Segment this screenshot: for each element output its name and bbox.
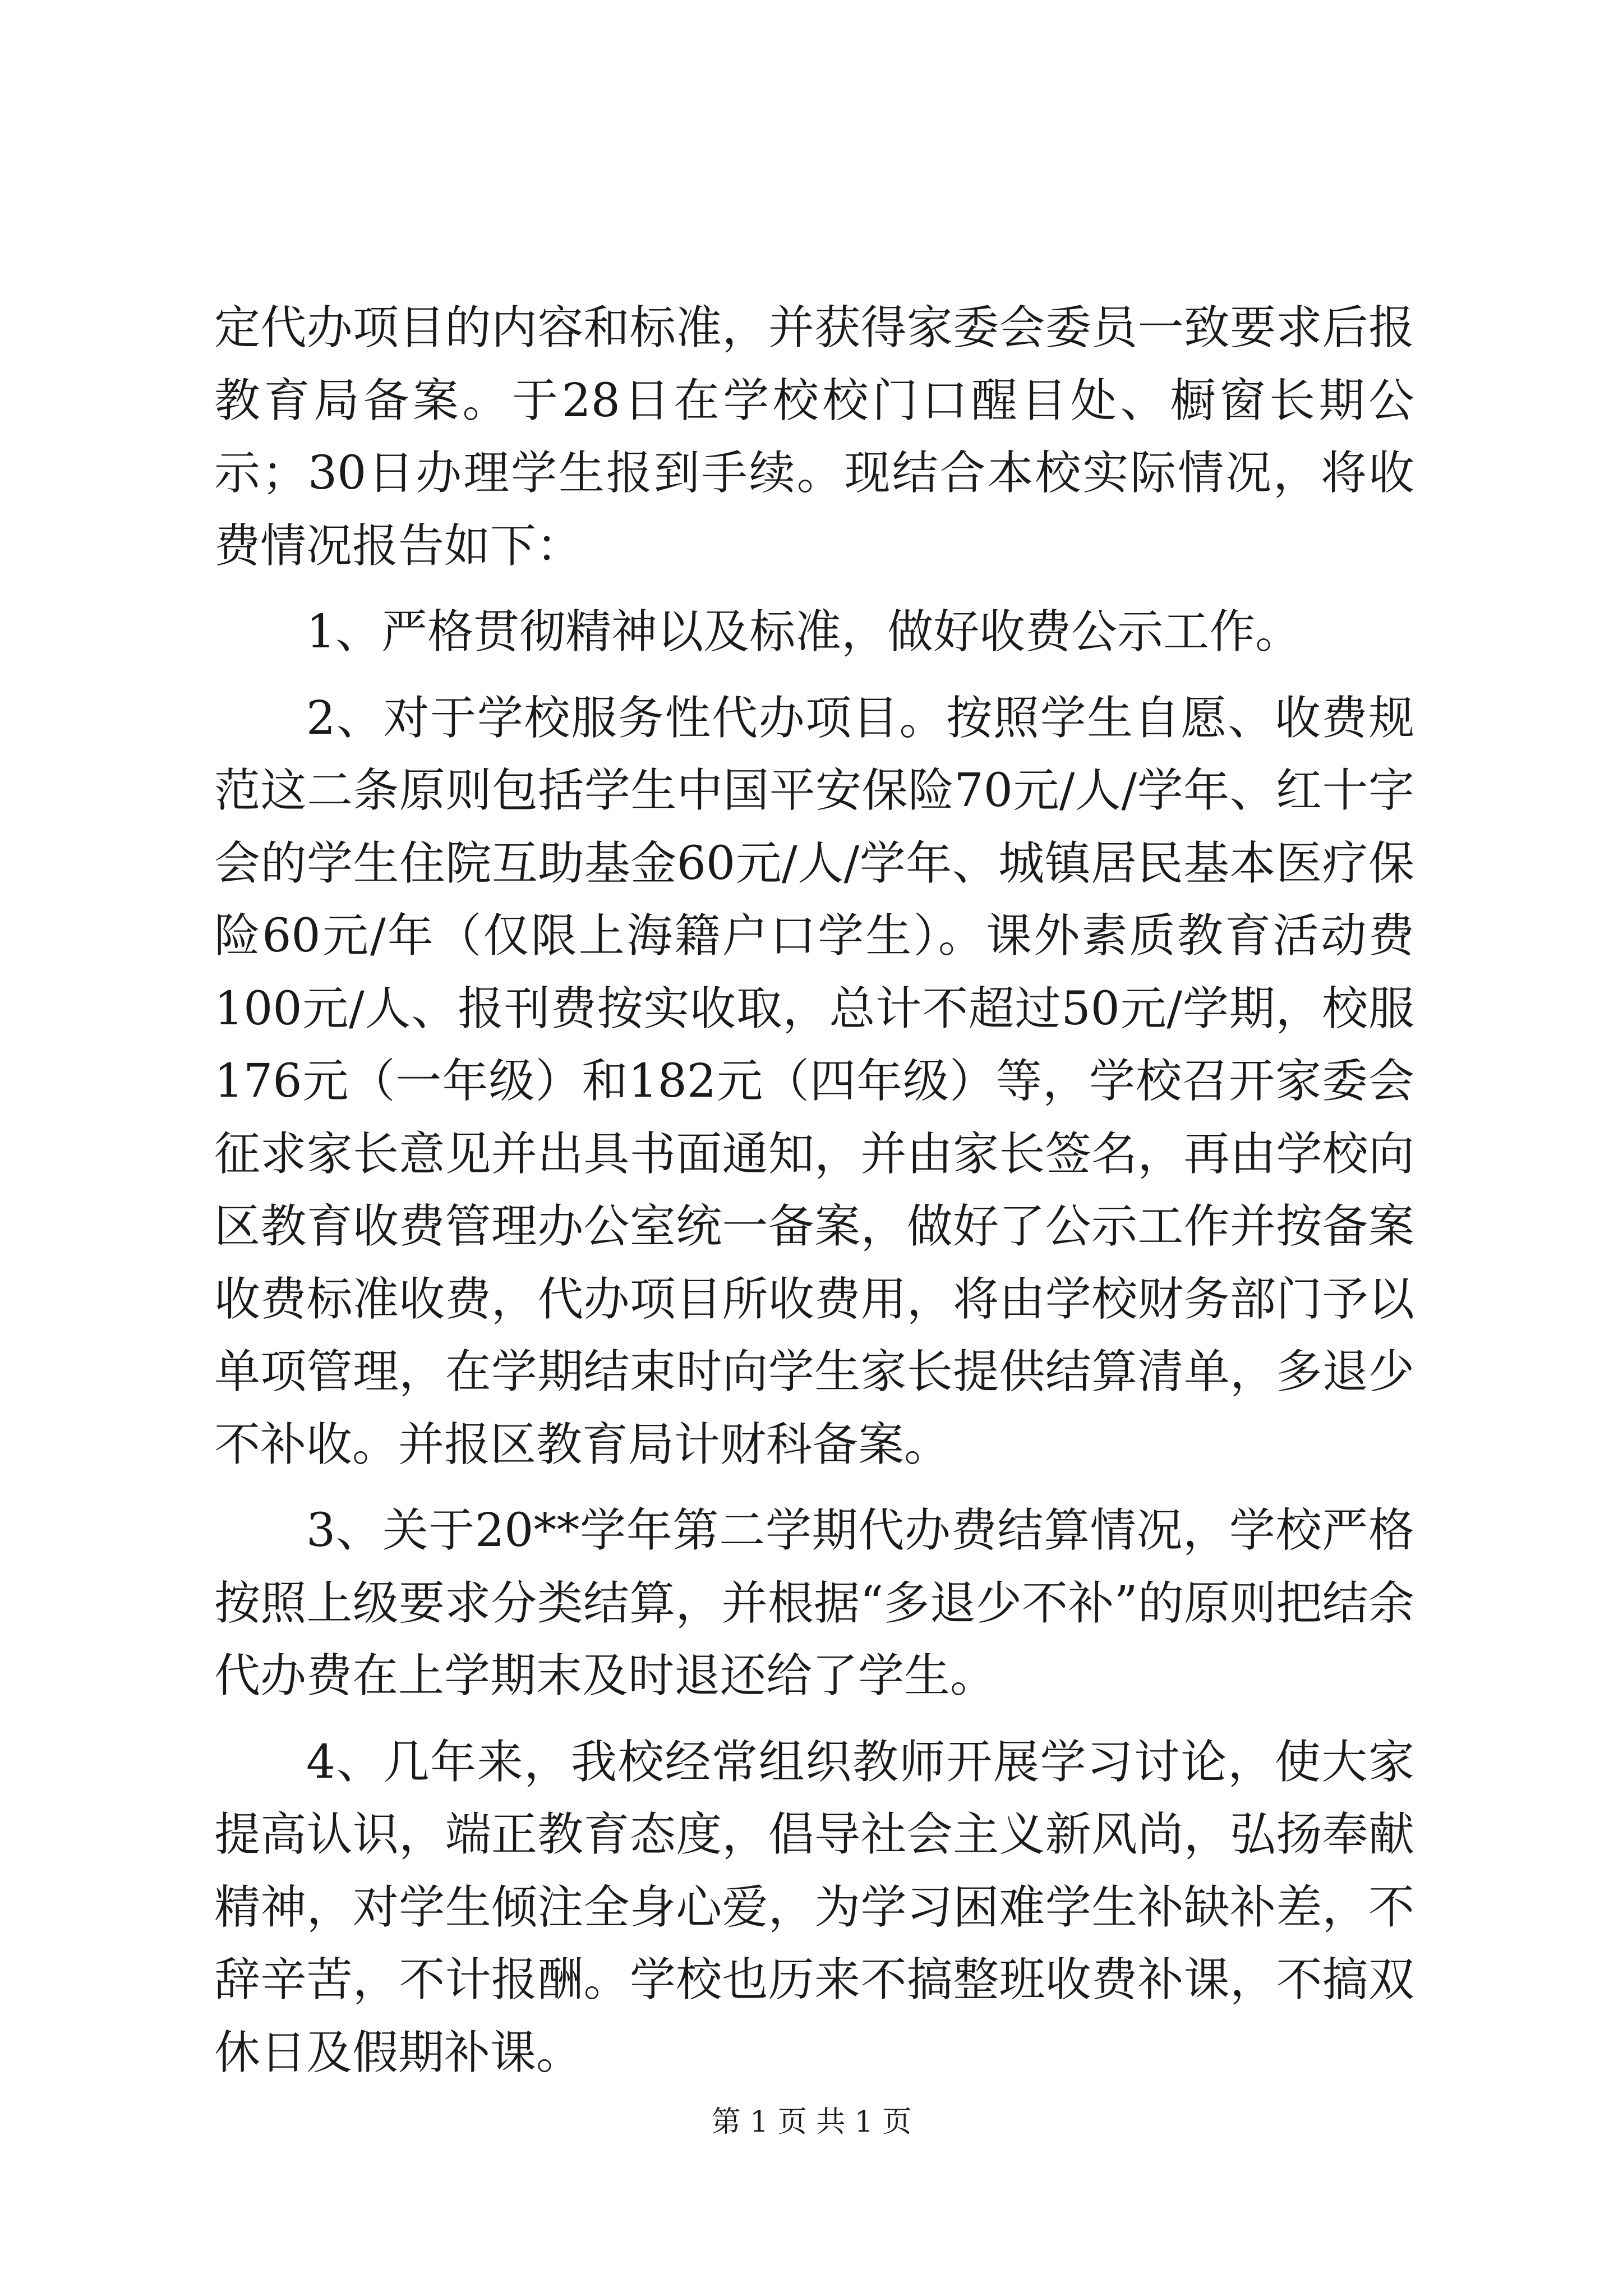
- paragraph-item-2: 2、对于学校服务性代办项目。按照学生自愿、收费规范这二条原则包括学生中国平安保险70元/人/学年、红十字会的学生住院互助基金60元/人/学年、城镇居民基本医疗保险60元/年（仅限上海籍户口学生）。课外素质教育活动费100元/人、报刊费按实收取，总计不超过50元/学期，校服176元（一年级）和182元（四年级）等，学校召开家委会征求家长意见并出具书面通知，并由家长签名，再由学校向区教育收费管理办公室统一备案，做好了公示工作并按备案收费标准收费，代办项目所收费用，将由学校财务部门予以单项管理，在学期结束时向学生家长提供结算清单，多退少不补收。并报区教育局计财科备案。: [214, 691, 1414, 1471]
- paragraph-item-1: 1、严格贯彻精神以及标准，做好收费公示工作。: [306, 605, 1302, 659]
- page-number-footer: 第 1 页 共 1 页: [711, 2105, 912, 2139]
- paragraph-continuation: 定代办项目的内容和标准，并获得家委会委员一致要求后报教育局备案。于28日在学校校门口醒目处、橱窗长期公示；30日办理学生报到手续。现结合本校实际情况，将收费情况报告如下：: [214, 301, 1414, 573]
- body-text: [214, 292, 1414, 2089]
- paragraph-item-4: 4、几年来，我校经常组织教师开展学习讨论，使大家提高认识，端正教育态度，倡导社会主义新风尚，弘扬奉献精神，对学生倾注全身心爱，为学习困难学生补缺补差，不辞辛苦，不计报酬。学校也历来不搞整班收费补课，不搞双休日及假期补课。: [214, 1735, 1414, 2079]
- paragraph-item-3: 3、关于20**学年第二学期代办费结算情况，学校严格按照上级要求分类结算，并根据“多退少不补”的原则把结余代办费在上学期末及时退还给了学生。: [214, 1504, 1414, 1703]
